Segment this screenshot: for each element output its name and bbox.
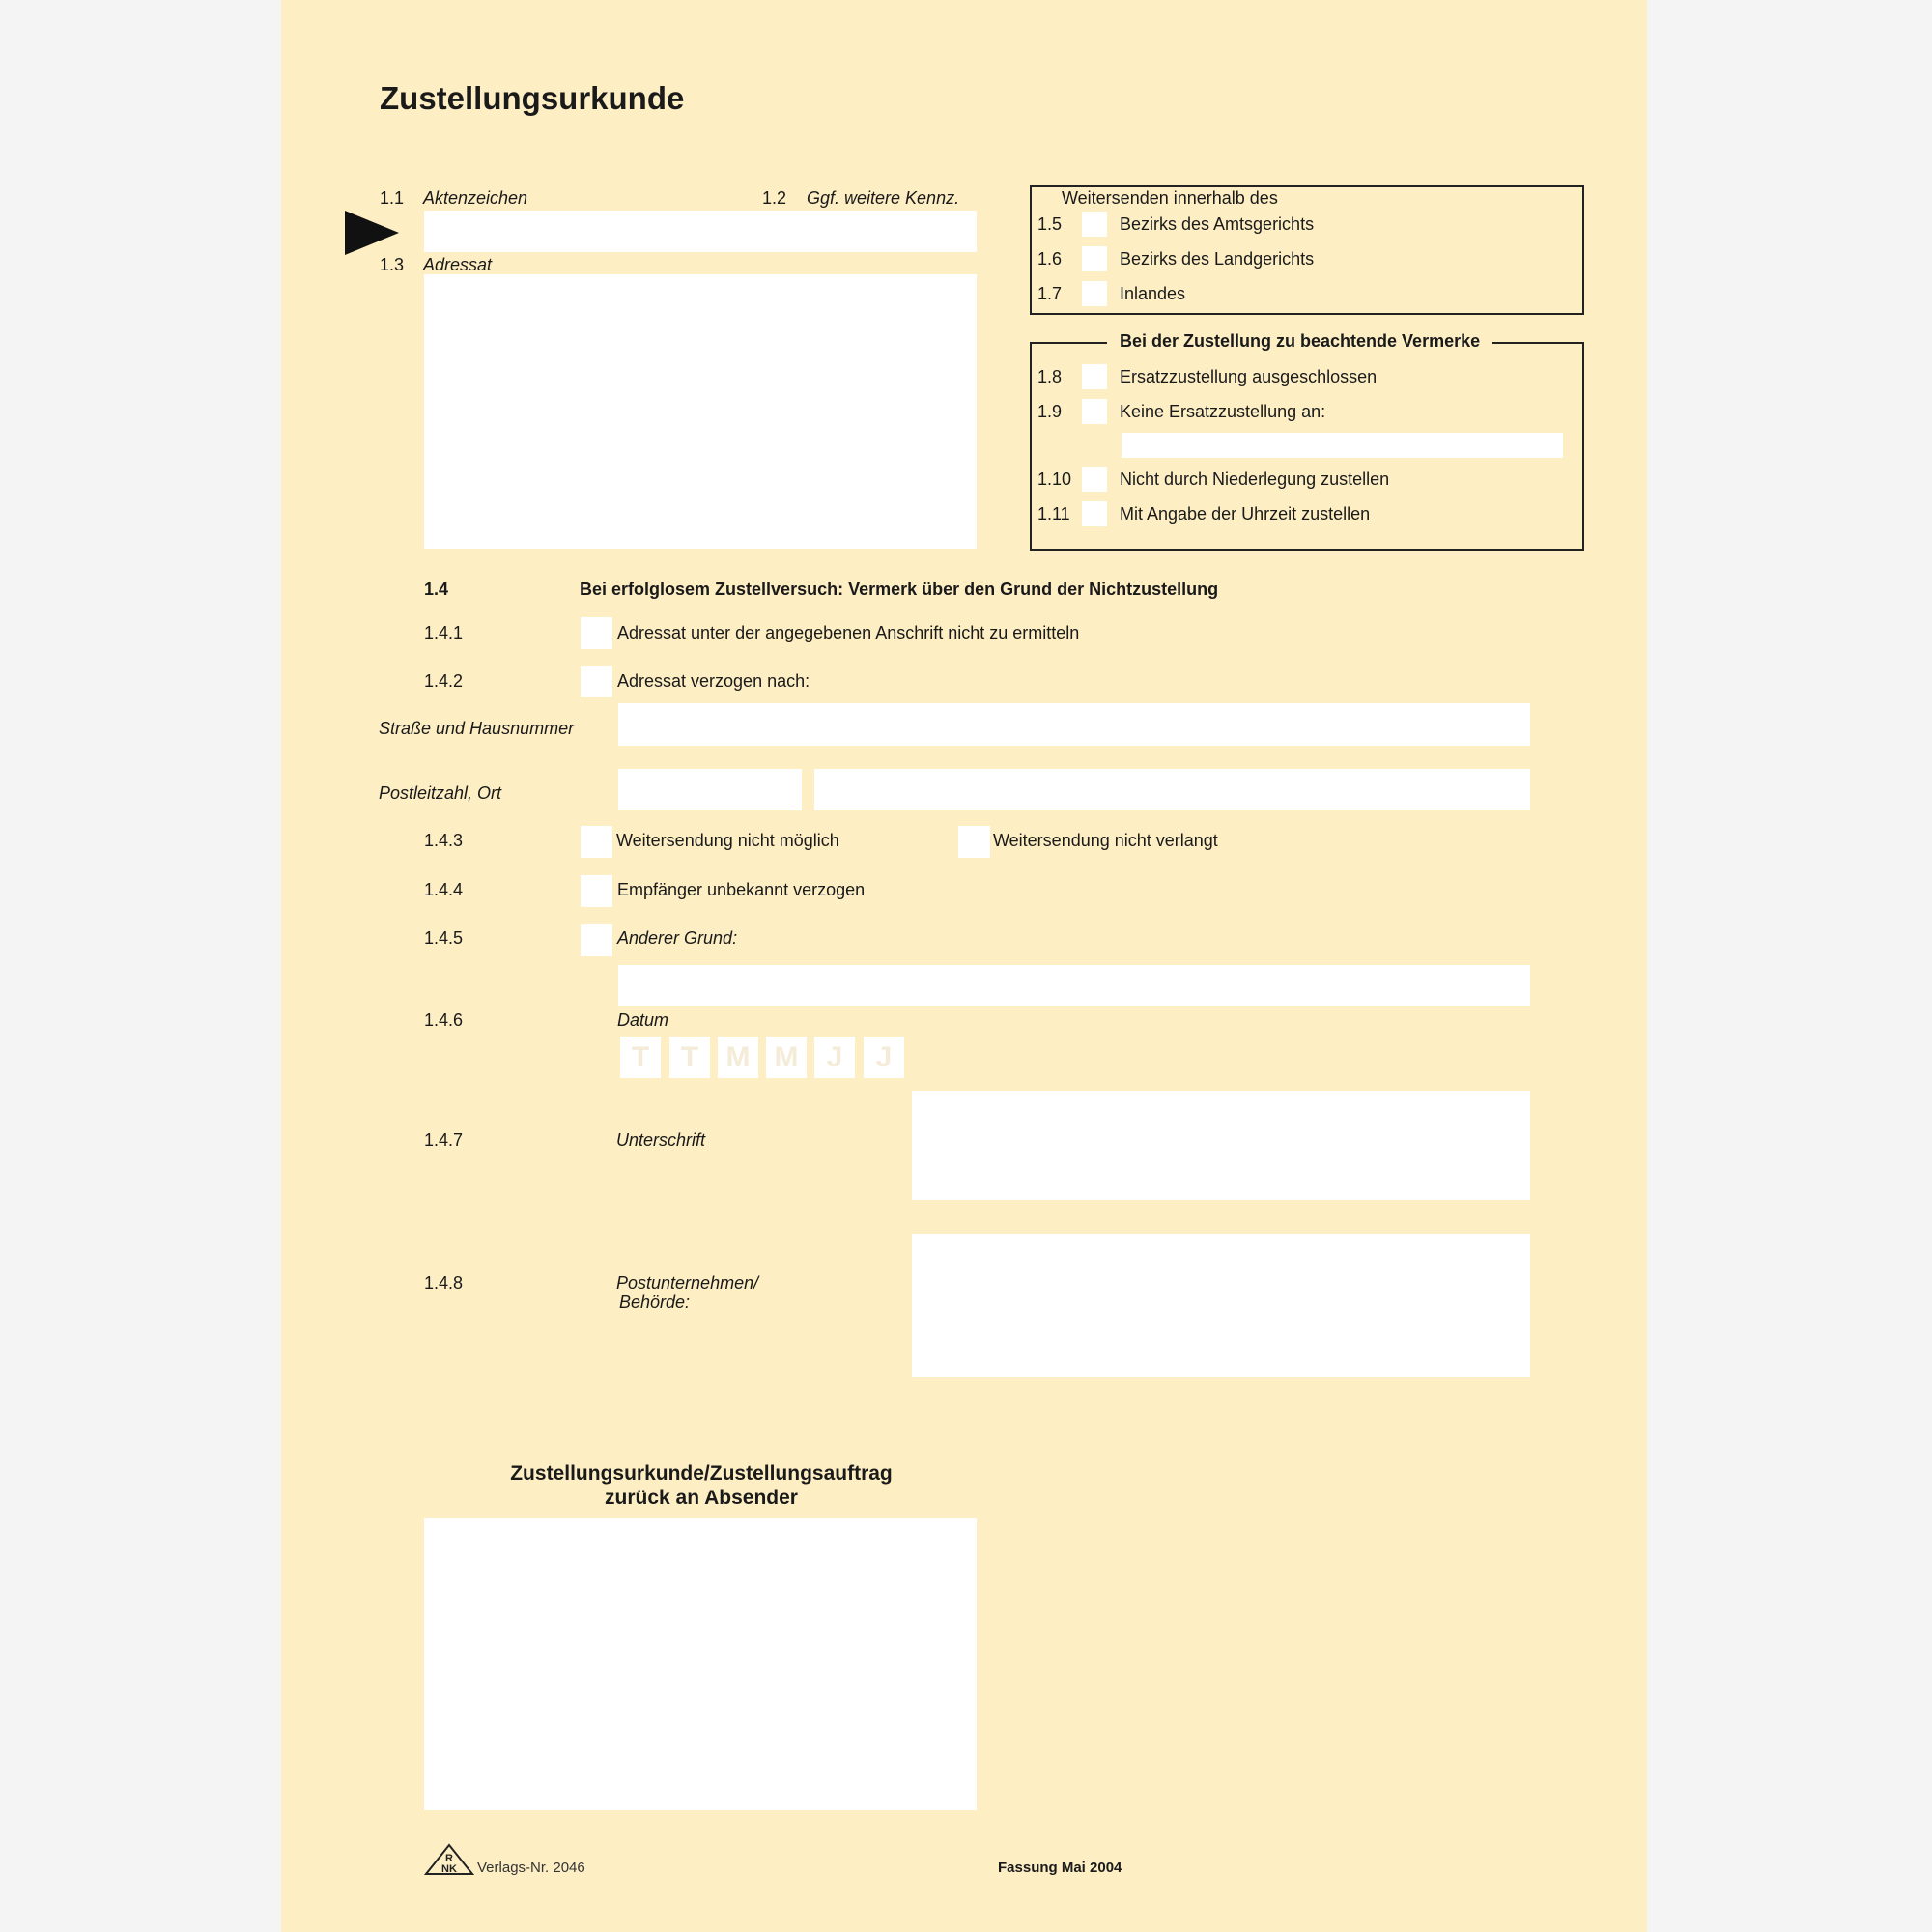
option-label: Adressat verzogen nach: <box>617 671 810 691</box>
adressat-field[interactable] <box>424 274 977 549</box>
adressat-label: Adressat <box>423 255 493 274</box>
checkbox-uhrzeit[interactable] <box>1082 501 1107 526</box>
forward-heading: Weitersenden innerhalb des <box>1062 188 1278 208</box>
zip-field[interactable] <box>618 769 802 810</box>
label-num: 1.6 <box>1037 249 1063 269</box>
street-field[interactable] <box>618 703 1530 746</box>
option-label: Mit Angabe der Uhrzeit zustellen <box>1120 504 1371 524</box>
label-num: 1.4.6 <box>424 1010 464 1030</box>
signature-field[interactable] <box>912 1091 1530 1200</box>
checkbox-niederlegung[interactable] <box>1082 467 1107 492</box>
checkbox-nicht-ermitteln[interactable] <box>581 617 612 649</box>
option-label: Adressat unter der angegebenen Anschrift nicht zu ermitteln <box>617 623 1080 642</box>
street-label: Straße und Hausnummer <box>379 719 575 738</box>
checkbox-inlandes[interactable] <box>1082 281 1107 306</box>
label-num: 1.7 <box>1037 284 1063 303</box>
label-num: 1.2 <box>762 188 787 208</box>
form-title: Zustellungsurkunde <box>380 80 685 116</box>
option-label: Weitersendung nicht möglich <box>616 831 839 850</box>
postunternehmen-label: Postunternehmen/ <box>616 1273 759 1293</box>
option-label: Weitersendung nicht verlangt <box>993 831 1218 850</box>
option-label: Bezirks des Amtsgerichts <box>1120 214 1315 234</box>
date-month-2[interactable]: M <box>766 1037 807 1078</box>
notes-heading: Bei der Zustellung zu beachtende Vermerke <box>1107 331 1492 351</box>
keine-ersatz-field[interactable] <box>1122 433 1563 458</box>
checkbox-keine-ersatz[interactable] <box>1082 399 1107 424</box>
label-num: 1.4.8 <box>424 1273 464 1293</box>
postunternehmen-field[interactable] <box>912 1234 1530 1377</box>
aktenzeichen-field[interactable] <box>424 211 977 252</box>
svg-text:R: R <box>445 1853 453 1864</box>
date-year-1[interactable]: J <box>814 1037 855 1078</box>
anderer-grund-field[interactable] <box>618 965 1530 1006</box>
publisher-number: Verlags-Nr. 2046 <box>477 1860 585 1876</box>
label-num: 1.11 <box>1037 504 1070 524</box>
option-label: Anderer Grund: <box>617 928 738 948</box>
city-field[interactable] <box>814 769 1530 810</box>
sender-address-field[interactable] <box>424 1518 977 1810</box>
option-label: Keine Ersatzzustellung an: <box>1120 402 1326 421</box>
datum-label: Datum <box>617 1010 669 1030</box>
label-num: 1.10 <box>1037 469 1072 489</box>
behoerde-label: Behörde: <box>619 1293 691 1312</box>
date-day-2[interactable]: T <box>669 1037 710 1078</box>
aktenzeichen-label: Aktenzeichen <box>423 188 528 208</box>
label-num: 1.4.7 <box>424 1130 464 1150</box>
option-label: Ersatzzustellung ausgeschlossen <box>1120 367 1378 386</box>
label-num: 1.5 <box>1037 214 1063 234</box>
date-month-1[interactable]: M <box>718 1037 758 1078</box>
label-num: 1.4 <box>424 580 449 599</box>
checkbox-verzogen[interactable] <box>581 666 612 697</box>
return-heading-1: Zustellungsurkunde/Zustellungsauftrag <box>510 1463 893 1485</box>
option-label: Bezirks des Landgerichts <box>1120 249 1315 269</box>
label-num: 1.1 <box>380 188 405 208</box>
arrow-marker-icon <box>345 211 399 255</box>
label-num: 1.8 <box>1037 367 1063 386</box>
label-num: 1.3 <box>380 255 405 274</box>
zip-city-label: Postleitzahl, Ort <box>379 783 502 803</box>
weitere-kennz-label: Ggf. weitere Kennz. <box>807 188 960 208</box>
checkbox-landgericht[interactable] <box>1082 246 1107 271</box>
label-num: 1.9 <box>1037 402 1063 421</box>
label-num: 1.4.5 <box>424 928 464 948</box>
label-num: 1.4.4 <box>424 880 464 899</box>
checkbox-weitersendung-nicht-verlangt[interactable] <box>958 826 990 858</box>
checkbox-unbekannt-verzogen[interactable] <box>581 875 612 907</box>
checkbox-anderer-grund[interactable] <box>581 924 612 956</box>
label-num: 1.4.2 <box>424 671 464 691</box>
date-year-2[interactable]: J <box>864 1037 904 1078</box>
label-num: 1.4.3 <box>424 831 464 850</box>
svg-text:NK: NK <box>441 1863 457 1875</box>
failure-heading: Bei erfolglosem Zustellversuch: Vermerk über den Grund der Nichtzustellung <box>580 580 1219 599</box>
return-heading-2: zurück an Absender <box>605 1487 798 1509</box>
label-num: 1.4.1 <box>424 623 464 642</box>
checkbox-ersatz-ausgeschlossen[interactable] <box>1082 364 1107 389</box>
option-label: Empfänger unbekannt verzogen <box>617 880 866 899</box>
checkbox-amtsgericht[interactable] <box>1082 212 1107 237</box>
option-label: Nicht durch Niederlegung zustellen <box>1120 469 1390 489</box>
version-label: Fassung Mai 2004 <box>998 1860 1122 1876</box>
date-day-1[interactable]: T <box>620 1037 661 1078</box>
rnk-logo <box>424 1843 474 1876</box>
checkbox-weitersendung-nicht-moeglich[interactable] <box>581 826 612 858</box>
option-label: Inlandes <box>1120 284 1186 303</box>
unterschrift-label: Unterschrift <box>616 1130 706 1150</box>
